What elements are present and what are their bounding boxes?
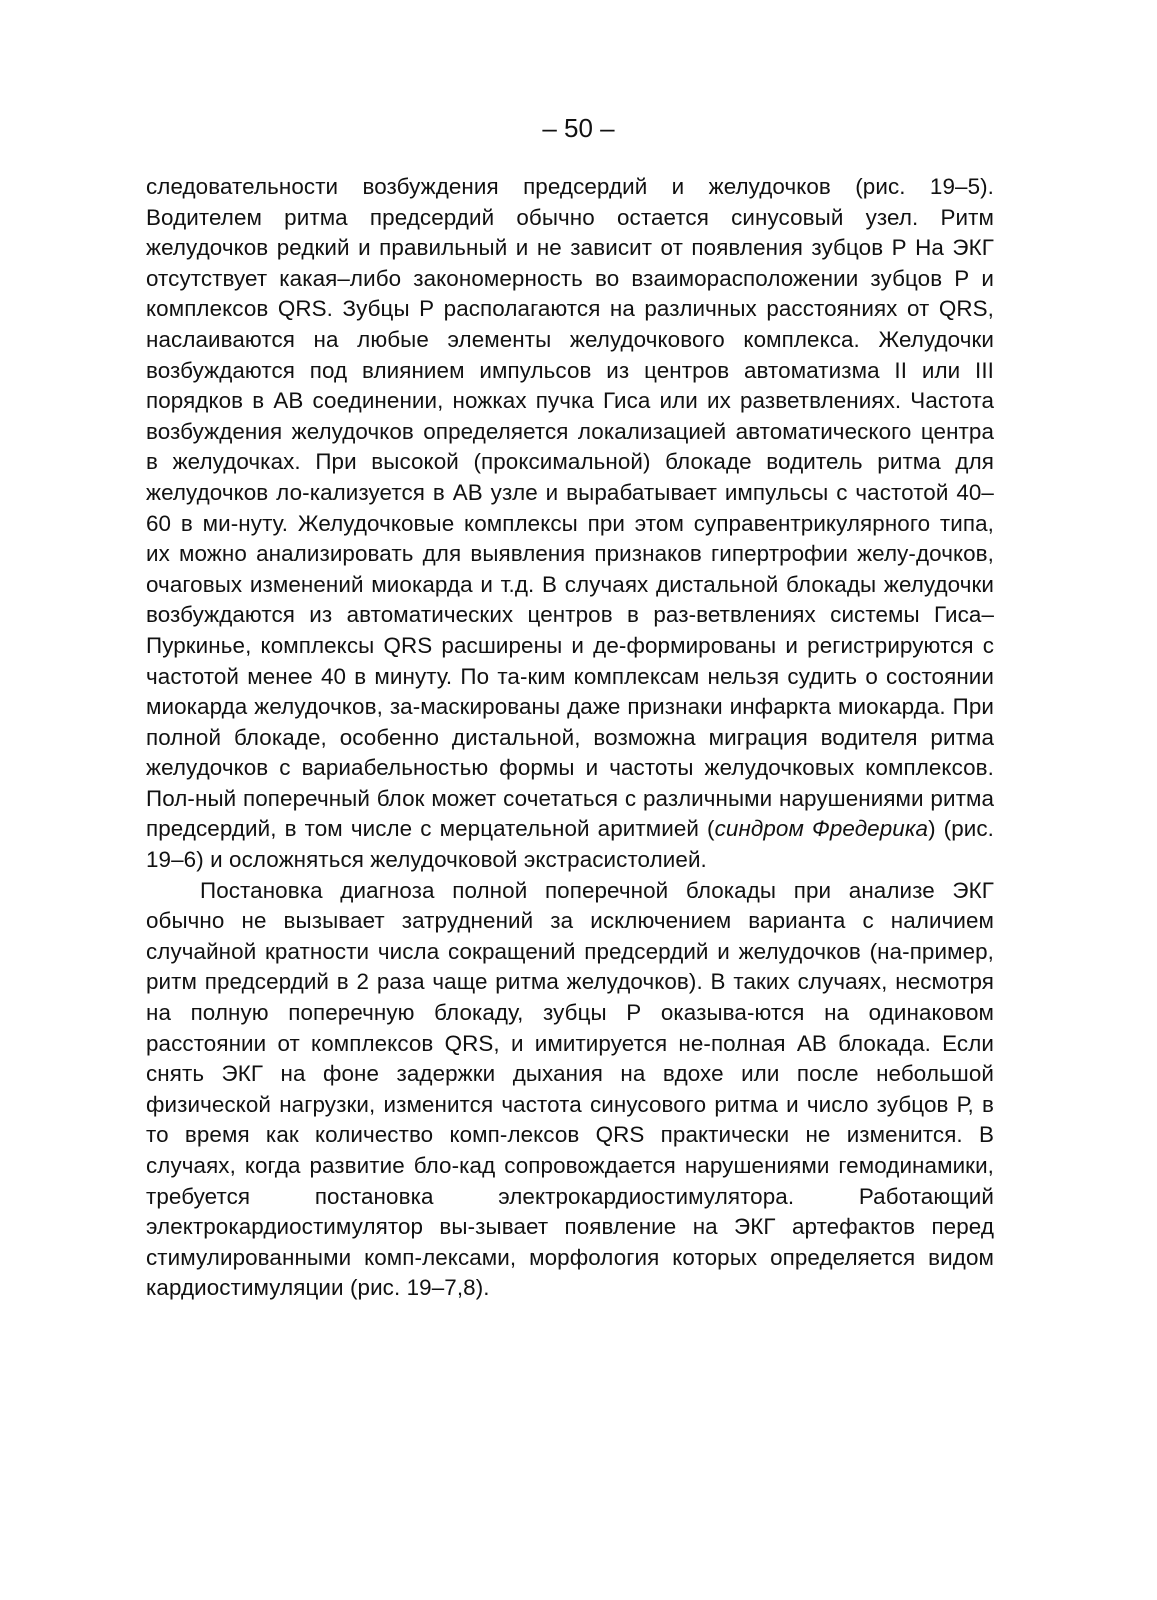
body-text: [146, 172, 994, 1304]
page-number: – 50 –: [542, 113, 615, 143]
paragraph-1-text-part-1: следовательности возбуждения предсердий и желудочков (рис. 19–5). Водителем ритма предсердий обычно остается синусовый узел. Ритм желудочков редкий и правильный и не зависит от появления зубцов Р На ЭКГ отсутствует какая–либо закономерность во взаиморасположении зубцов Р и комплексов QRS. Зубцы Р располагаются на различных расстояниях от QRS, наслаиваются на любые элементы желудочкового комплекса. Желудочки возбуждаются под влиянием импульсов из центров автоматизма II или III порядков в АВ соединении, ножках пучка Гиса или их разветвлениях. Частота возбуждения желудочков определяется локализацией автоматического центра в желудочках. При высокой (проксимальной) блокаде водитель ритма для желудочков ло-кализуется в АВ узле и вырабатывает импульсы с частотой 40–60 в ми-нуту. Желудочковые комплексы при этом суправентрикулярного типа, их можно анализировать для выявления признаков гипертрофии желу-дочков, очаговых изменений миокарда и т.д. В случаях дистальной блокады желудочки возбуждаются из автоматических центров в раз-ветвлениях системы Гиса–Пуркинье, комплексы QRS расширены и де-формированы и регистрируются с частотой менее 40 в минуту. По та-ким комплексам нельзя судить о состоянии миокарда желудочков, за-маскированы даже признаки инфаркта миокарда. При полной блокаде, особенно дистальной, возможна миграция водителя ритма желудочков с вариабельностью формы и частоты желудочковых комплексов. Пол-ный поперечный блок может сочетаться с различными нарушениями ритма предсердий, в том числе с мерцательной аритмией (: [146, 174, 994, 842]
paragraph-1-text-part-2: ) (рис. 19–6) и осложняться желудочковой экстрасистолией.: [146, 816, 994, 873]
syndrome-name-italic: синдром Фредерика: [714, 816, 929, 842]
paragraph-2: Постановка диагноза полной поперечной блокады при анализе ЭКГ обычно не вызывает затруднений за исключением варианта с наличием случайной кратности числа сокращений предсердий и желудочков (на-пример, ритм предсердий в 2 раза чаще ритма желудочков). В таких случаях, несмотря на полную поперечную блокаду, зубцы Р оказыва-ются на одинаковом расстоянии от комплексов QRS, и имитируется не-полная АВ блокада. Если снять ЭКГ на фоне задержки дыхания на вдохе или после небольшой физической нагрузки, изменится частота синусового ритма и число зубцов Р, в то время как количество комп-лексов QRS практически не изменится. В случаях, когда развитие бло-кад сопровождается нарушениями гемодинамики, требуется постановка электрокардиостимулятора. Работающий электрокардиостимулятор вы-зывает появление на ЭКГ артефактов перед стимулированными комп-лексами, морфология которых определяется видом кардиостимуляции (рис. 19–7,8).: [146, 877, 994, 1301]
paragraph-1: [146, 172, 994, 876]
